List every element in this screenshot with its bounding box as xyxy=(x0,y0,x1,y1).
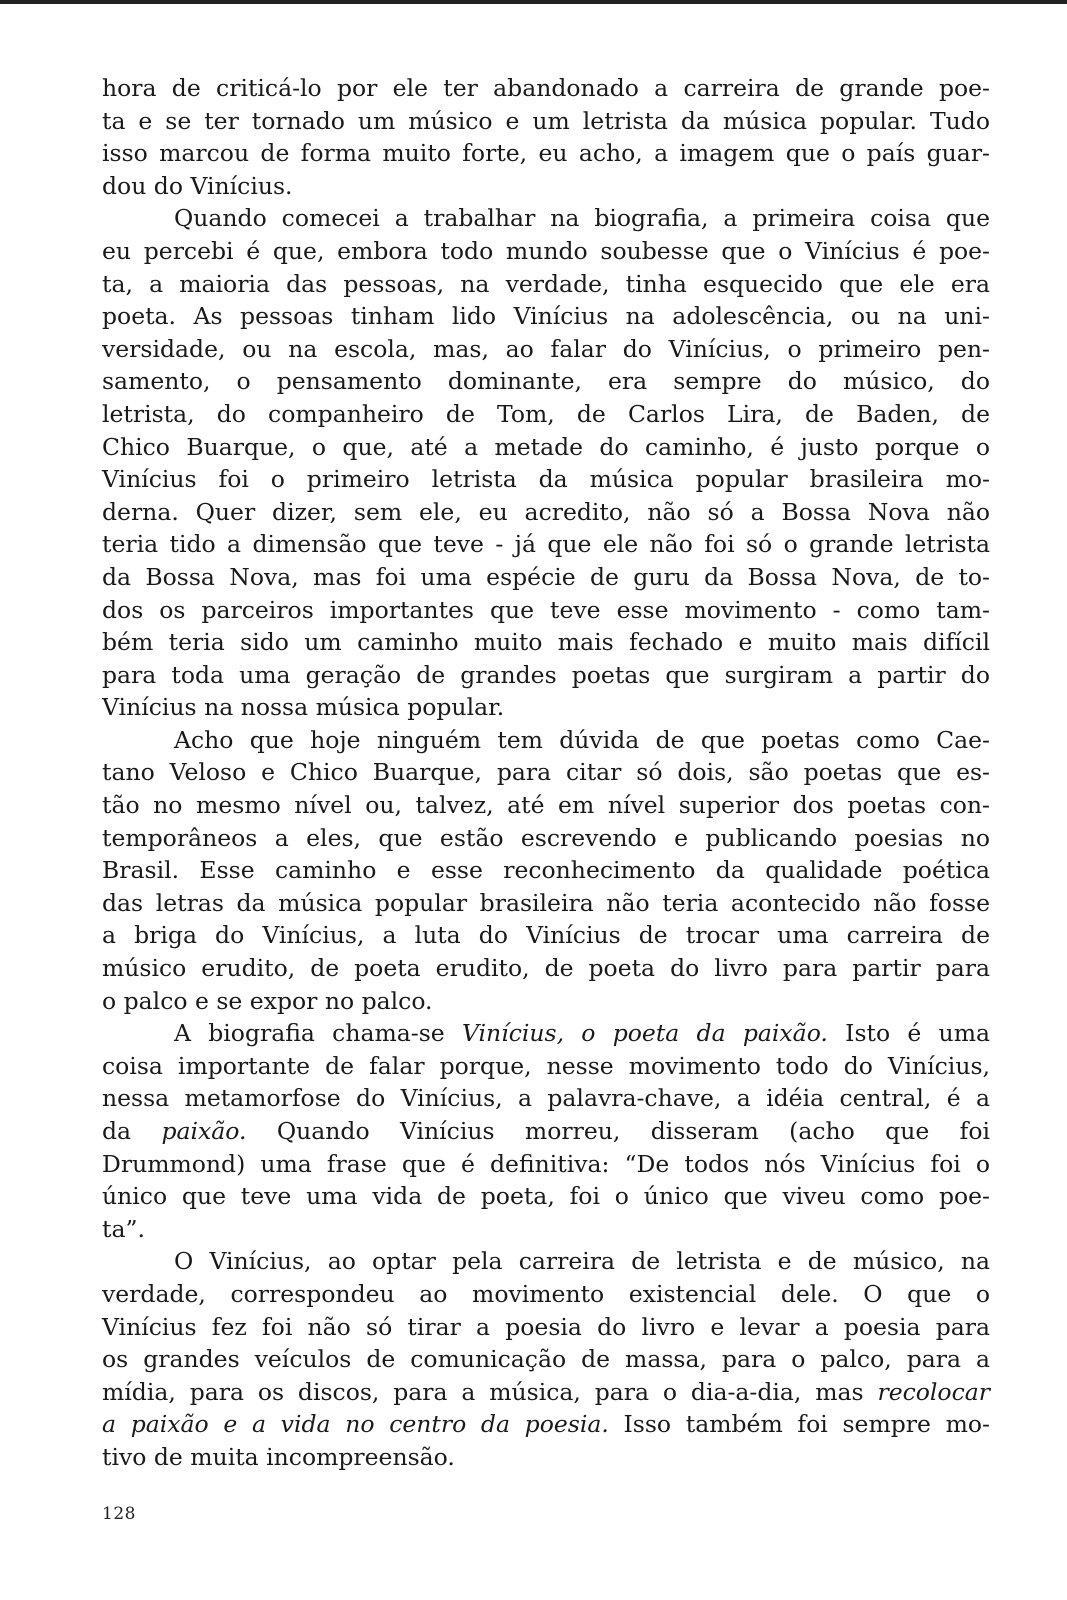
text-line xyxy=(102,1082,990,1115)
text-run: o palco e se expor no palco. xyxy=(102,986,433,1015)
text-run: das letras da música popular brasileira não teria acontecido não fosse xyxy=(102,888,990,917)
text-line xyxy=(102,1050,990,1083)
text-line xyxy=(102,365,990,398)
text-line xyxy=(102,1343,990,1376)
text-line xyxy=(102,105,990,138)
text-run: Vinícius na nossa música popular. xyxy=(102,693,505,722)
text-line xyxy=(102,626,990,659)
page-number: 128 xyxy=(102,1504,136,1524)
text-run: tano Veloso e Chico Buarque, para citar só dois, são poetas que es- xyxy=(102,758,990,787)
text-run: ta e se ter tornado um músico e um letrista da música popular. Tudo xyxy=(102,106,990,135)
text-run: único que teve uma vida de poeta, foi o único que viveu como poe- xyxy=(102,1182,990,1211)
text-run: Brasil. Esse caminho e esse reconhecimento da qualidade poética xyxy=(102,856,990,885)
text-line xyxy=(102,659,990,692)
text-line xyxy=(102,985,990,1018)
text-line xyxy=(102,1376,990,1409)
text-line xyxy=(102,561,990,594)
text-line xyxy=(102,202,990,235)
text-run: bém teria sido um caminho muito mais fechado e muito mais difícil xyxy=(102,628,990,657)
text-run: da Bossa Nova, mas foi uma espécie de guru da Bossa Nova, de to- xyxy=(102,562,990,591)
text-run: ta”. xyxy=(102,1214,145,1243)
text-run: Drummond) uma frase que é definitiva: “De todos nós Vinícius foi o xyxy=(102,1149,990,1178)
text-line xyxy=(102,822,990,855)
text-line xyxy=(102,235,990,268)
text-line xyxy=(102,137,990,170)
text-line xyxy=(102,887,990,920)
text-line xyxy=(102,528,990,561)
text-run: isso marcou de forma muito forte, eu acho, a imagem que o país guar- xyxy=(102,139,990,168)
italic-text: a paixão e a vida no centro da poesia. xyxy=(102,1410,609,1439)
italic-text: Vinícius, o poeta da paixão. xyxy=(461,1019,828,1048)
text-run: coisa importante de falar porque, nesse movimento todo do Vinícius, xyxy=(102,1051,990,1080)
text-line xyxy=(102,1180,990,1213)
text-run: eu percebi é que, embora todo mundo soubesse que o Vinícius é poe- xyxy=(102,236,990,265)
body-text xyxy=(102,72,990,1474)
text-run: Quando Vinícius morreu, disseram (acho que foi xyxy=(246,1117,990,1145)
text-run: os grandes veículos de comunicação de massa, para o palco, para a xyxy=(102,1345,990,1374)
text-run: nessa metamorfose do Vinícius, a palavra-chave, a idéia central, é a xyxy=(102,1084,990,1113)
text-line xyxy=(102,1278,990,1311)
text-line xyxy=(102,854,990,887)
text-run: para toda uma geração de grandes poetas que surgiram a partir do xyxy=(102,660,990,689)
text-run: Isto é uma xyxy=(827,1019,990,1048)
text-run: ta, a maioria das pessoas, na verdade, tinha esquecido que ele era xyxy=(102,269,990,298)
text-run: hora de criticá-lo por ele ter abandonado a carreira de grande poe- xyxy=(102,74,990,102)
text-run: derna. Quer dizer, sem ele, eu acredito, não só a Bossa Nova não xyxy=(102,497,990,526)
text-run: mídia, para os discos, para a música, para o dia-a-dia, mas xyxy=(102,1377,878,1406)
text-run: samento, o pensamento dominante, era sempre do músico, do xyxy=(102,367,990,396)
text-run: Vinícius fez foi não só tirar a poesia do livro e levar a poesia para xyxy=(102,1312,990,1341)
text-line xyxy=(102,72,990,105)
text-run: O Vinícius, ao optar pela carreira de letrista e de músico, na xyxy=(174,1247,990,1276)
text-line xyxy=(102,1017,990,1050)
text-run: tivo de muita incompreensão. xyxy=(102,1442,455,1471)
text-line xyxy=(102,398,990,431)
text-line xyxy=(102,594,990,627)
text-line xyxy=(102,431,990,464)
text-line xyxy=(102,268,990,301)
text-run: Acho que hoje ninguém tem dúvida de que poetas como Cae- xyxy=(174,725,990,754)
text-line xyxy=(102,333,990,366)
text-run: tão no mesmo nível ou, talvez, até em nível superior dos poetas con- xyxy=(102,791,990,820)
text-run: Chico Buarque, o que, até a metade do caminho, é justo porque o xyxy=(102,432,990,461)
italic-text: recolocar xyxy=(877,1377,990,1406)
text-run: Quando comecei a trabalhar na biografia, a primeira coisa que xyxy=(174,204,990,233)
text-line xyxy=(102,1213,990,1246)
text-line xyxy=(102,1115,990,1148)
text-run: Isso também foi sempre mo- xyxy=(608,1410,990,1439)
text-line xyxy=(102,724,990,757)
text-line xyxy=(102,952,990,985)
top-edge-rule xyxy=(0,0,1067,4)
text-run: dos os parceiros importantes que teve esse movimento - como tam- xyxy=(102,595,990,624)
text-run: dou do Vinícius. xyxy=(102,171,293,200)
text-line xyxy=(102,496,990,529)
text-line xyxy=(102,1441,990,1474)
text-run: letrista, do companheiro de Tom, de Carlos Lira, de Baden, de xyxy=(102,399,990,428)
text-run: músico erudito, de poeta erudito, de poeta do livro para partir para xyxy=(102,954,990,983)
text-line xyxy=(102,1311,990,1344)
text-run: a briga do Vinícius, a luta do Vinícius de trocar uma carreira de xyxy=(102,921,990,950)
text-line xyxy=(102,1408,990,1441)
text-line xyxy=(102,789,990,822)
text-run: da xyxy=(102,1117,162,1145)
text-line xyxy=(102,691,990,724)
text-line xyxy=(102,463,990,496)
text-line xyxy=(102,919,990,952)
text-run: temporâneos a eles, que estão escrevendo e publicando poesias no xyxy=(102,823,990,852)
text-run: teria tido a dimensão que teve - já que ele não foi só o grande letrista xyxy=(102,530,990,559)
text-run: poeta. As pessoas tinham lido Vinícius na adolescência, ou na uni- xyxy=(102,302,990,331)
text-run: versidade, ou na escola, mas, ao falar do Vinícius, o primeiro pen- xyxy=(102,334,990,363)
text-line xyxy=(102,300,990,333)
text-line xyxy=(102,1148,990,1181)
italic-text: paixão. xyxy=(161,1117,247,1145)
text-run: Vinícius foi o primeiro letrista da música popular brasileira mo- xyxy=(102,465,990,494)
text-line xyxy=(102,756,990,789)
text-line xyxy=(102,170,990,203)
text-line xyxy=(102,1245,990,1278)
text-run: verdade, correspondeu ao movimento existencial dele. O que o xyxy=(102,1279,990,1308)
text-run: A biografia chama-se xyxy=(174,1019,462,1048)
